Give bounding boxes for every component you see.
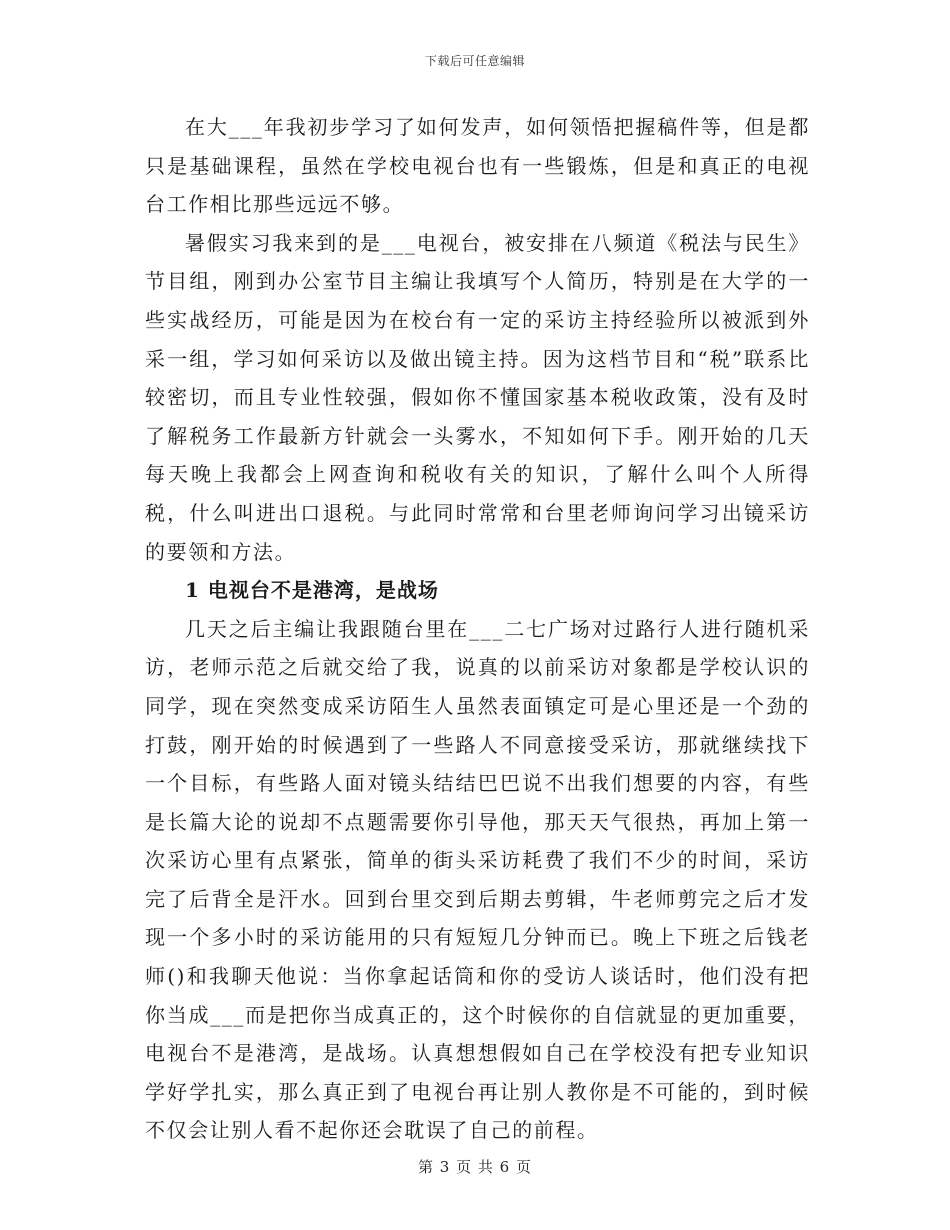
document-body [145,108,810,1150]
page-header-note: 下载后可任意编辑 [424,54,525,68]
section-heading: 1 电视台不是港湾，是战场 [185,578,439,603]
page-number-footer: 第 3 页 共 6 页 [418,1158,532,1176]
paragraph-3: 几天之后主编让我跟随台里在___二七广场对过路行人进行随机采访，老师示范之后就交给了我，说真的以前采访对象都是学校认识的同学，现在突然变成采访陌生人虽然表面镇定可是心里还是一个劲的打鼓，刚开始的时候遇到了一些路人不同意接受采访，那就继续找下一个目标，有些路人面对镜头结结巴巴说不出我们想要的内容，有些是长篇大论的说却不点题需要你引导他，那天天气很热，再加上第一次采访心里有点紧张，简单的街头采访耗费了我们不少的时间，采访完了后背全是汗水。回到台里交到后期去剪辑，牛老师剪完之后才发现一个多小时的采访能用的只有短短几分钟而已。晚上下班之后钱老师()和我聊天他说：当你拿起话筒和你的受访人谈话时，他们没有把你当成___而是把你当成真正的，这个时候你的自信就显的更加重要，电视台不是港湾，是战场。认真想想假如自己在学校没有把专业知识学好学扎实，那么真正到了电视台再让别人教你是不可能的，到时候不仅会让别人看不起你还会耽误了自己的前程。 [145,616,810,1143]
paragraph-2: 暑假实习我来到的是___电视台，被安排在八频道《税法与民生》节目组，刚到办公室节目主编让我填写个人简历，特别是在大学的一些实战经历，可能是因为在校台有一定的采访主持经验所以被派到外采一组，学习如何采访以及做出镜主持。因为这档节目和“税”联系比较密切，而且专业性较强，假如你不懂国家基本税收政策，没有及时了解税务工作最新方针就会一头雾水，不知如何下手。刚开始的几天每天晚上我都会上网查询和税收有关的知识，了解什么叫个人所得税，什么叫进出口退税。与此同时常常和台里老师询问学习出镜采访的要领和方法。 [145,230,810,564]
paragraph-1: 在大___年我初步学习了如何发声，如何领悟把握稿件等，但是都只是基础课程，虽然在学校电视台也有一些锻炼，但是和真正的电视台工作相比那些远远不够。 [145,115,810,217]
